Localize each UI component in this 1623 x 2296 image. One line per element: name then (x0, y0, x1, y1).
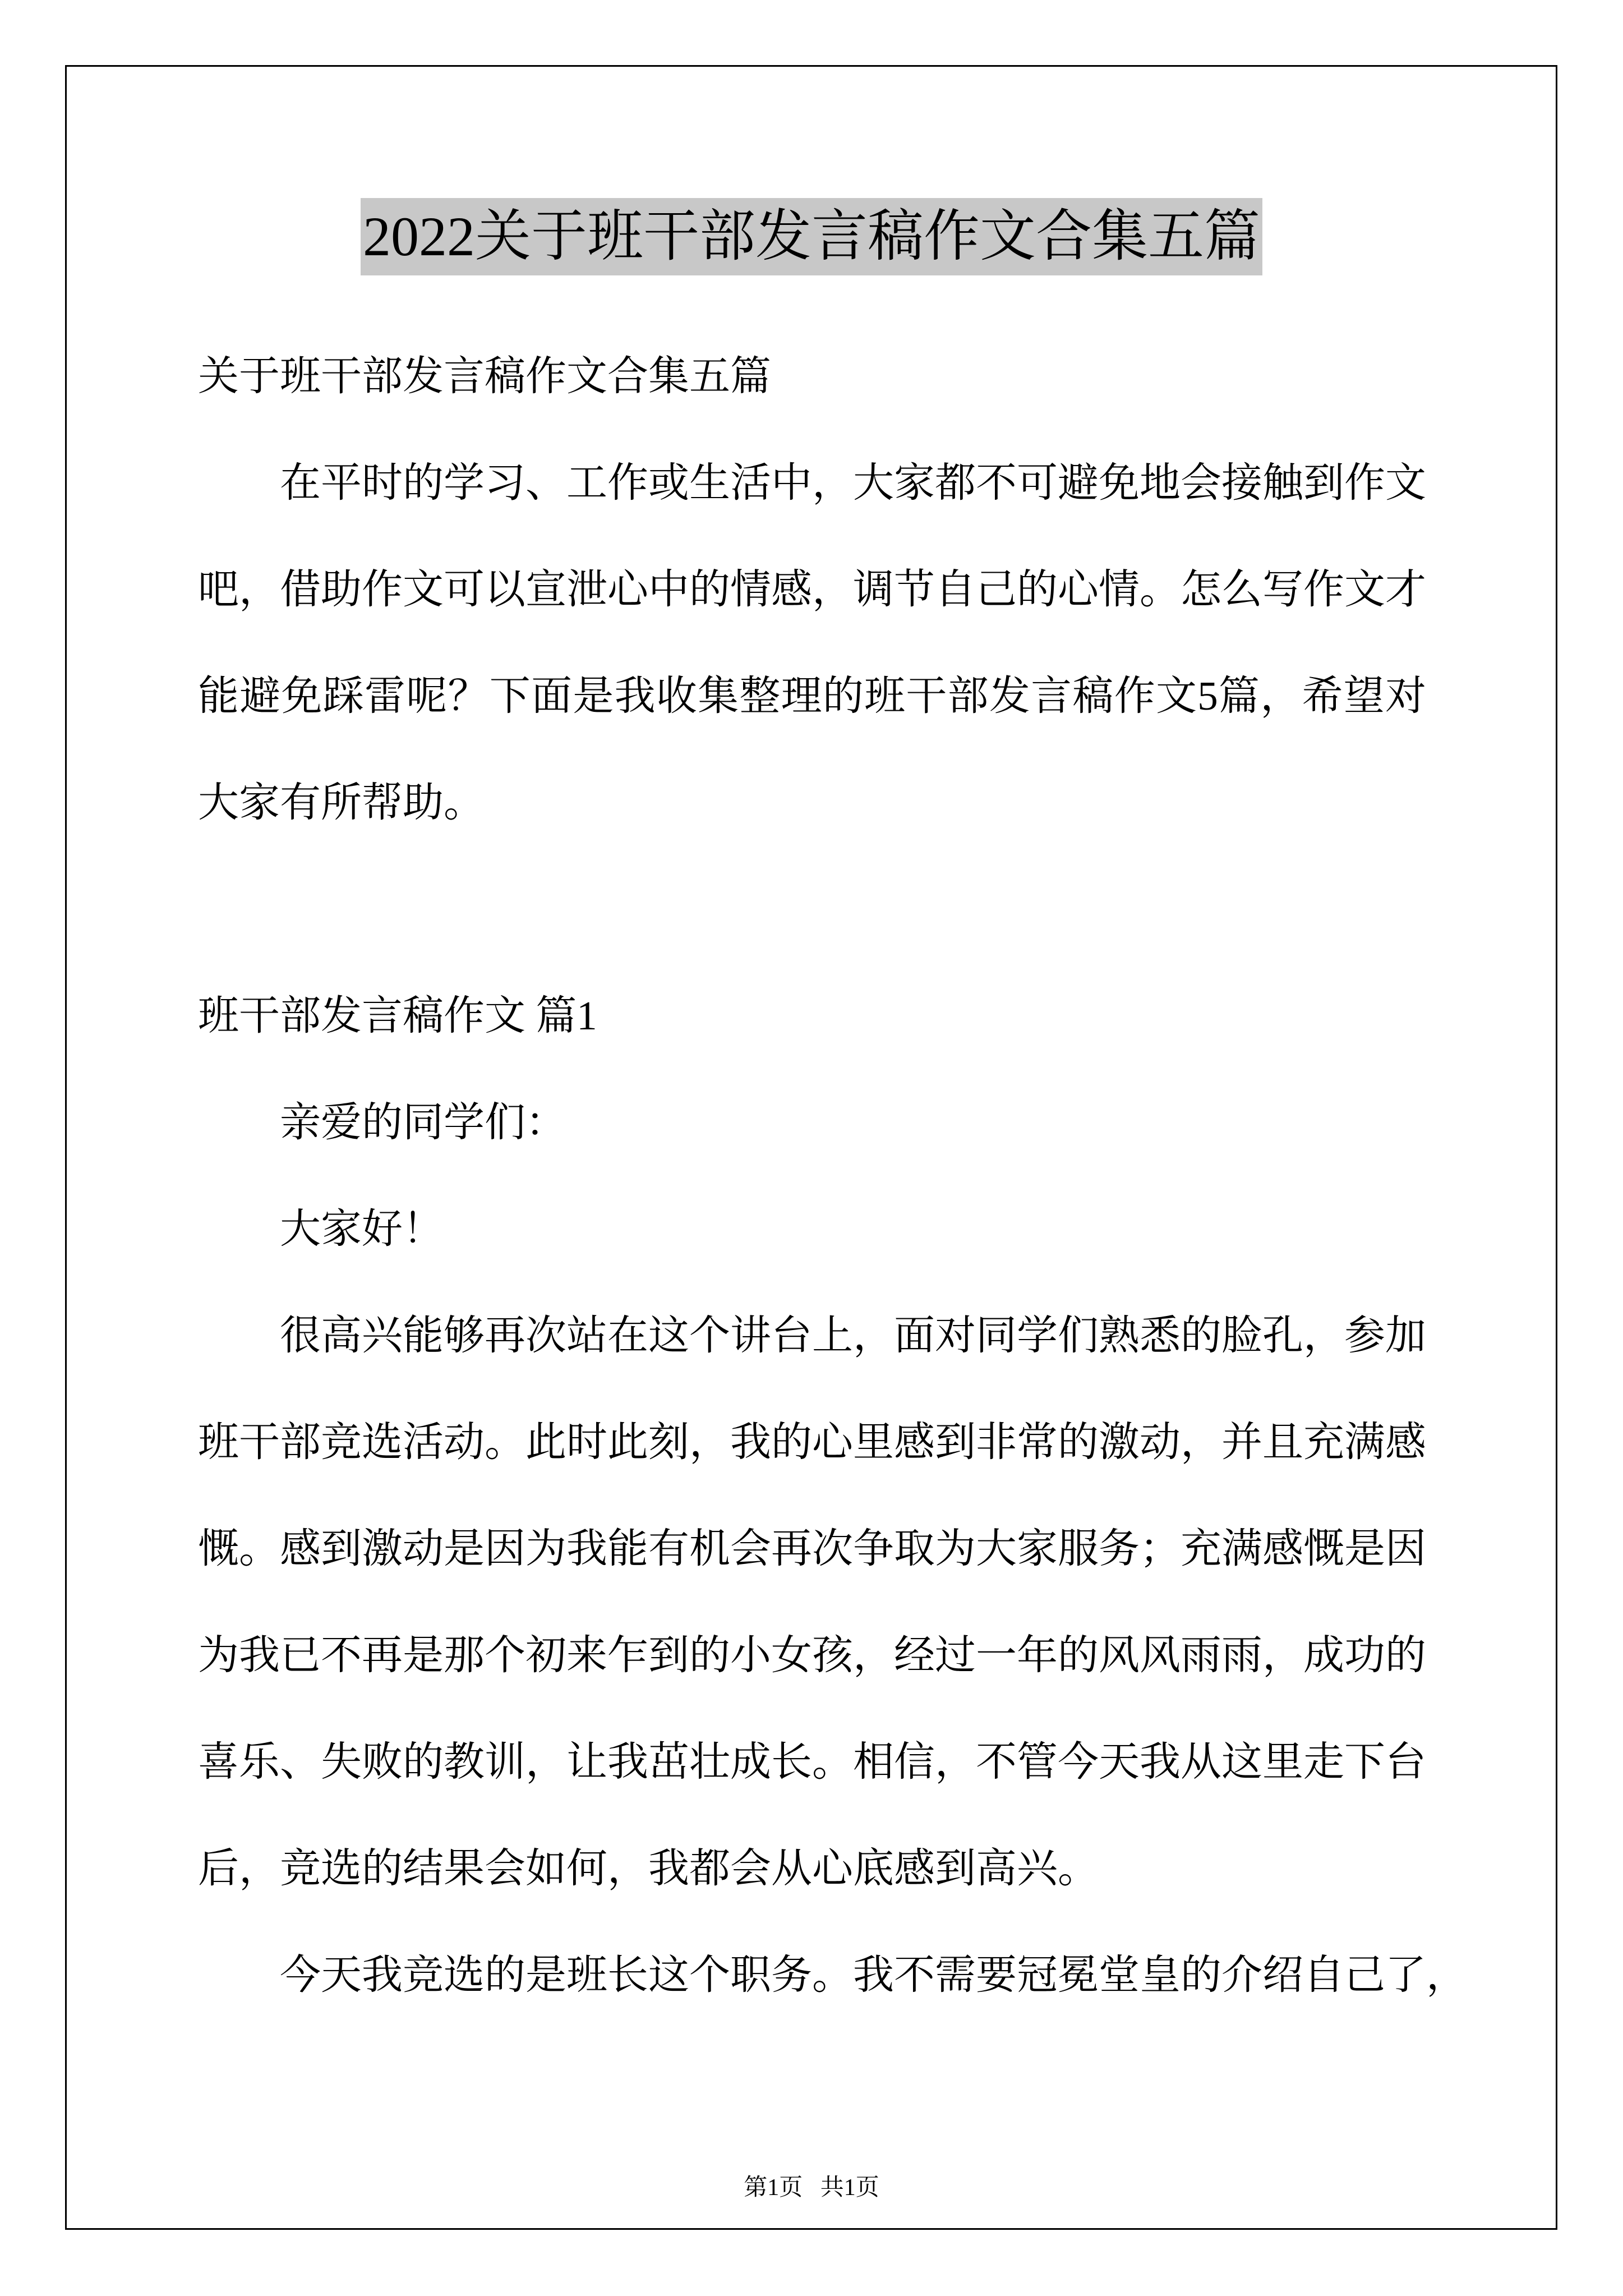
speech-paragraph-1 (198, 1282, 1426, 1922)
document-body (198, 323, 1467, 2028)
paragraph-line: 为我已不再是那个初来乍到的小女孩，经过一年的风风雨雨，成功的 (198, 1632, 1426, 1678)
speech-paragraph-2 (198, 1922, 1467, 2028)
paragraph-line: 慨。感到激动是因为我能有机会再次争取为大家服务；充满感慨是因 (198, 1526, 1426, 1571)
paragraph-line: 大家有所帮助。 (198, 780, 485, 825)
paragraph-line: 在平时的学习、工作或生活中，大家都不可避免地会接触到作文 (280, 460, 1426, 505)
page-number: 第1页 共1页 (744, 2175, 879, 2201)
paragraph-line: 今天我竞选的是班长这个职务。我不需要冠冕堂皇的介绍自己了， (280, 1952, 1467, 1998)
paragraph-line: 喜乐、失败的教训，让我茁壮成长。相信，不管今天我从这里走下台 (198, 1739, 1426, 1784)
greeting: 大家好！ (280, 1206, 444, 1251)
section-heading: 班干部发言稿作文 篇1 (198, 993, 597, 1038)
intro-paragraph (198, 430, 1426, 856)
document-subtitle: 关于班干部发言稿作文合集五篇 (198, 353, 771, 399)
paragraph-line: 吧，借助作文可以宣泄心中的情感，调节自己的心情。怎么写作文才 (198, 567, 1426, 612)
paragraph-line: 很高兴能够再次站在这个讲台上，面对同学们熟悉的脸孔，参加 (280, 1313, 1426, 1358)
paragraph-line: 后，竞选的结果会如何，我都会从心底感到高兴。 (198, 1846, 1099, 1891)
paragraph-line: 能避免踩雷呢？下面是我收集整理的班干部发言稿作文5篇，希望对 (198, 673, 1426, 719)
document-title: 2022关于班干部发言稿作文合集五篇 (361, 198, 1262, 275)
title-row (0, 198, 1623, 275)
salutation: 亲爱的同学们： (280, 1099, 566, 1145)
paragraph-line: 班干部竞选活动。此时此刻，我的心里感到非常的激动，并且充满感 (198, 1419, 1426, 1465)
